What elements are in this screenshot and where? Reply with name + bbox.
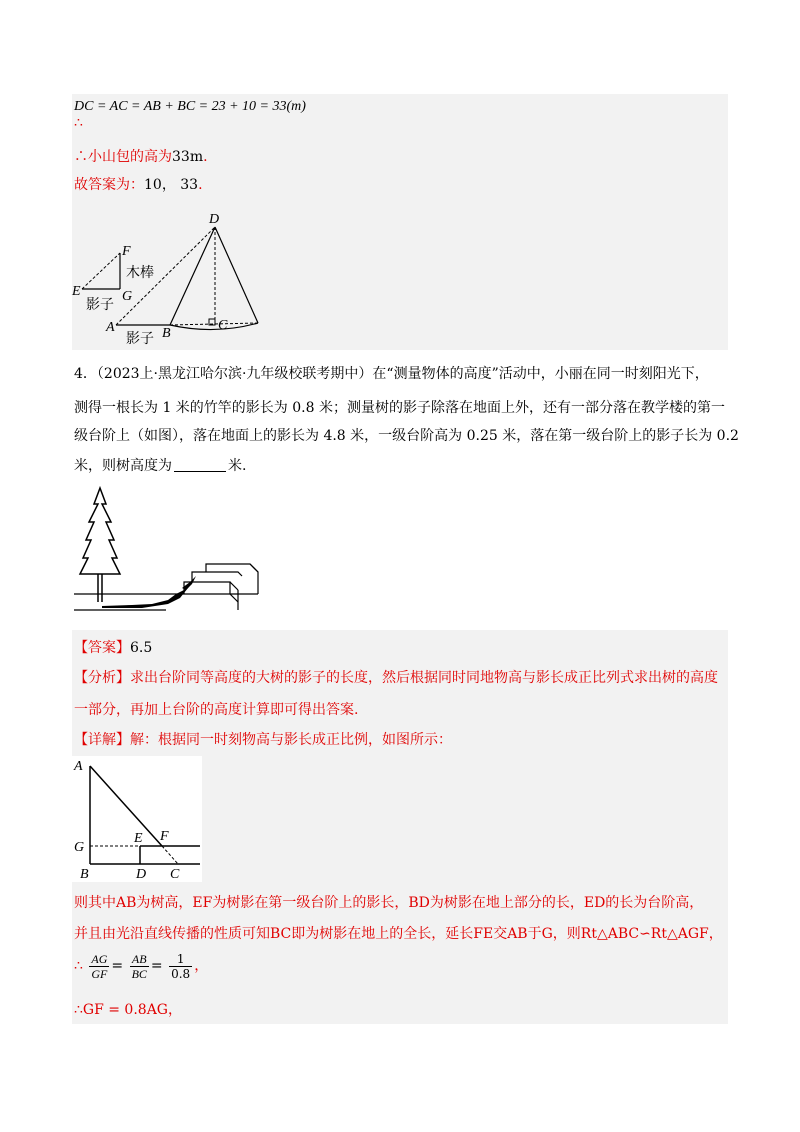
label-G: G [122,289,133,304]
fraction-ab-bc: $\frac{AB}{BC}$ [131,951,147,981]
last-line: ∴GF = 0.8AG， [74,1002,182,1018]
detail-text: 解：根据同一时刻物高与影长成正比例，如图所示： [130,732,452,748]
tri-label-B: B [80,867,89,882]
answer-prefix: 故答案为： [74,177,144,193]
problem-line-4-prefix: 米，则树高度为 [74,458,172,474]
label-E: E [72,284,81,299]
fraction-1-0.8: $\frac{1}{0.8}$ [171,951,191,981]
explain-line-1: 则其中AB为树高，EF为树影在第一级台阶上的影长，BD为树影在地上部分的长，ED的长为台阶高， [74,895,704,911]
tri-label-C: C [170,867,180,882]
tri-label-D: D [136,867,147,882]
equation-line: DC = AC = AB + BC = 23 + 10 = 33(m) [74,99,306,114]
problem-line-1: 4．（2023上·黑龙江哈尔滨·九年级校联考期中）在“测量物体的高度”活动中，小丽在同一时刻阳光下， [74,366,709,382]
tri-label-A: A [74,759,83,774]
height-conclusion [74,147,208,167]
ratio-suffix: ， [194,958,209,974]
analysis-line-2: 一部分，再加上台阶的高度计算即可得出答案. [74,702,359,718]
detail-tag: 【详解】 [74,732,130,748]
height-prefix: ∴小山包的高为 [74,149,172,165]
tri-label-F: F [160,829,169,844]
label-shadow-stick: 影子 [86,298,114,313]
hill-figure [70,205,290,345]
answer-tag: 【答案】 [74,640,130,656]
detail-line [74,730,452,750]
analysis-line-1 [74,668,718,688]
label-B: B [162,326,171,341]
label-A: A [106,320,115,335]
answer-blank [174,457,226,472]
label-D: D [209,212,220,227]
answer-suffix: . [198,177,203,193]
analysis-tag: 【分析】 [74,670,130,686]
answer-result-line [74,638,152,658]
therefore-symbol: ∴ [74,115,83,131]
problem-line-3: 级台阶上（如图），落在地面上的影长为 4.8 米，一级台阶高为 0.25 米，落在第一级台阶上的影子长为 0.2 [74,428,739,444]
answer-result-value: 6.5 [130,640,153,656]
problem-line-4-suffix: 米. [228,458,247,474]
label-C: C [218,318,228,333]
height-value: 33m [172,149,204,165]
analysis-text-1: 求出台阶同等高度的大树的影子的长度，然后根据同时同地物高与影长成正比列式求出树的高度 [130,670,718,686]
height-suffix: . [203,149,208,165]
label-shadow-hill: 影子 [126,332,154,345]
ratio-prefix: ∴ [74,958,83,974]
answer-values: 10， 33 [144,177,199,193]
answer-line [74,175,203,195]
tri-label-G: G [74,840,85,855]
problem-line-2: 测得一根长为 1 米的竹竿的影长为 0.8 米；测量树的影子除落在地面上外，还有一部分落在教学楼的第一 [74,400,725,416]
tree-steps-figure [72,484,262,624]
label-F: F [122,244,131,259]
fraction-ag-gf: $\frac{AG}{GF}$ [91,951,108,981]
label-stick: 木棒 [126,266,154,281]
triangle-figure [72,756,202,882]
tri-label-E: E [134,831,143,846]
explain-line-2: 并且由光沿直线传播的性质可知BC即为树影在地上的全长，延长FE交AB于G，则Rt△ABC∽Rt△AGF， [74,926,723,942]
ratio-line: ∴ $\frac{AG}{GF}$ = $\frac{AB}{BC}$ = $\frac{1}{0.8}$ ， [74,951,209,981]
problem-line-4 [74,456,246,476]
